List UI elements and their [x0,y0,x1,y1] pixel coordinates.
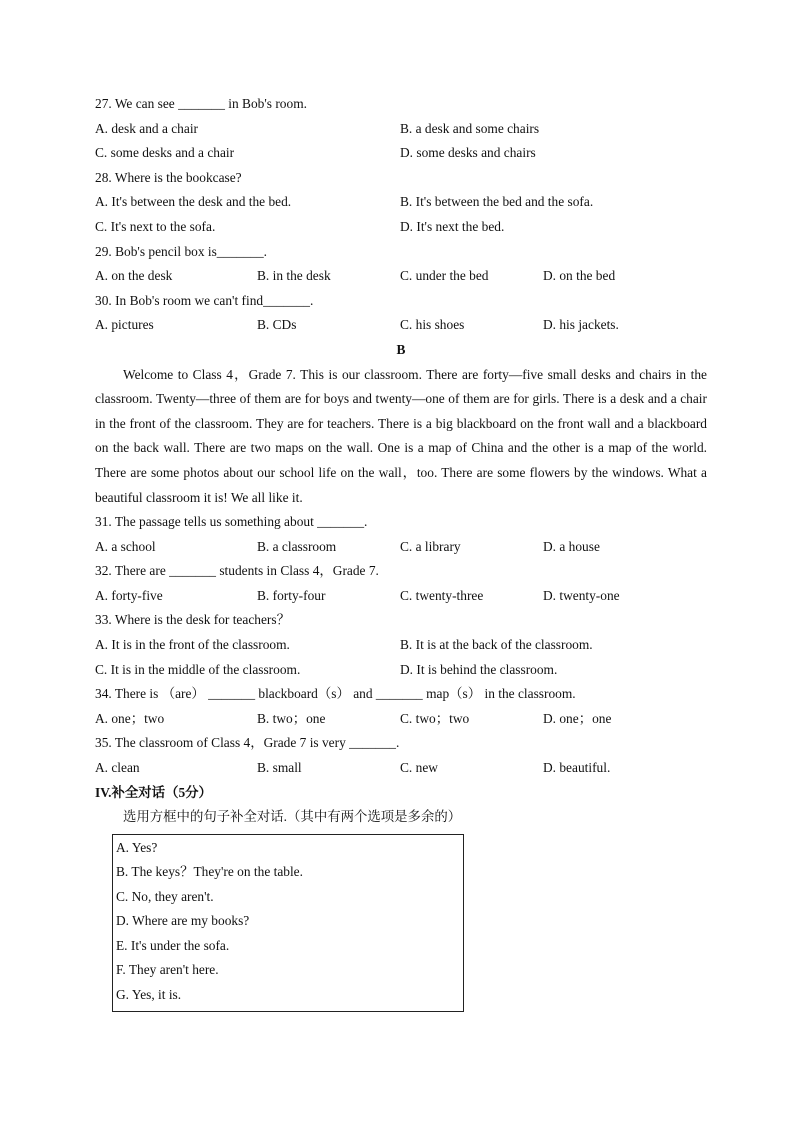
question-stem: 27. We can see _______ in Bob's room. [95,96,307,111]
passage-b: Welcome to Class 4，Grade 7. This is our classroom. There are forty—five small desks and chairs in the classroom. Twenty—three of them are for boys and twenty—one of them are for girls. There is a desk and a chair in the front of the classroom. They are for teachers. There is a big blackboard on the front wall and a blackboard on the back wall. There are two maps on the wall. One is a map of China and the other is a map of the world. There are some photos about our school life on the wall，too. There are some flowers by the windows. What a beautiful classroom it is! We all like it. [95,366,707,505]
option-c: C. It's next to the sofa. [95,218,216,234]
option-b: B. It's between the bed and the sofa. [400,194,594,210]
option-d: D. his jackets. [543,317,619,333]
option-b: B. in the desk [257,268,331,284]
option-row [95,264,707,289]
option-a: A. a school [95,538,156,554]
option-row [95,117,707,142]
option-c: C. some desks and a chair [95,145,235,161]
section-iv-instruction: 选用方框中的句子补全对话.（其中有两个选项是多余的） [123,809,462,825]
option-a: A. one；two [95,710,165,726]
option-b: B. It is at the back of the classroom. [400,637,593,653]
question-stem: 31. The passage tells us something about _______. [95,514,368,530]
option-a: A. clean [95,760,140,776]
option-row [95,215,707,240]
option-d: D. one；one [543,710,612,726]
option-b: B. CDs [257,317,297,333]
box-option: E. It's under the sofa. [116,937,230,953]
option-row [95,535,707,560]
option-b: B. small [257,760,302,776]
option-b: B. forty-four [257,587,326,603]
option-d: D. on the bed [543,268,616,284]
box-option: C. No, they aren't. [116,888,214,904]
option-b: B. a desk and some chairs [400,120,540,136]
section-iv-heading: IV.补全对话（5分） [95,784,212,800]
option-row [95,190,707,215]
option-a: A. It's between the desk and the bed. [95,194,292,210]
option-a: A. desk and a chair [95,120,198,136]
box-option: D. Where are my books? [116,913,250,929]
option-c: C. his shoes [400,317,465,333]
option-c: C. new [400,760,438,776]
option-d: D. some desks and chairs [400,145,536,161]
option-b: B. two；one [257,710,326,726]
option-d: D. twenty-one [543,587,620,603]
option-d: D. beautiful. [543,760,611,776]
option-c: C. It is in the middle of the classroom. [95,661,301,677]
option-c: C. a library [400,538,461,554]
box-option: A. Yes? [116,839,158,855]
option-d: D. a house [543,538,600,554]
options-box [112,834,464,1013]
option-b: B. a classroom [257,538,337,554]
question-stem: 35. The classroom of Class 4，Grade 7 is very _______. [95,735,400,751]
option-a: A. pictures [95,317,154,333]
option-row [95,584,707,609]
option-row [95,707,707,732]
option-row [95,633,707,658]
option-row [95,141,707,166]
question-stem: 34. There is （are） _______ blackboard（s） and _______ map（s） in the classroom. [95,686,576,702]
question-stem: 32. There are _______ students in Class 4，Grade 7. [95,563,379,579]
option-c: C. under the bed [400,268,489,284]
option-row [95,658,707,683]
option-d: D. It's next the bed. [400,218,505,234]
box-option: B. The keys？They're on the table. [116,864,303,880]
option-a: A. It is in the front of the classroom. [95,637,290,653]
option-d: D. It is behind the classroom. [400,661,558,677]
option-c: C. twenty-three [400,587,484,603]
option-row [95,313,707,338]
box-option: F. They aren't here. [116,962,219,978]
exam-page [95,92,707,1012]
option-row [95,756,707,781]
option-a: A. forty-five [95,587,163,603]
box-option: G. Yes, it is. [116,986,182,1002]
question-stem: 29. Bob's pencil box is_______. [95,243,268,259]
option-c: C. two；two [400,710,470,726]
question-stem: 33. Where is the desk for teachers？ [95,612,290,628]
section-b-label: B [396,341,406,357]
question-stem: 28. Where is the bookcase? [95,169,242,185]
option-a: A. on the desk [95,268,173,284]
question-stem: 30. In Bob's room we can't find_______. [95,292,314,308]
